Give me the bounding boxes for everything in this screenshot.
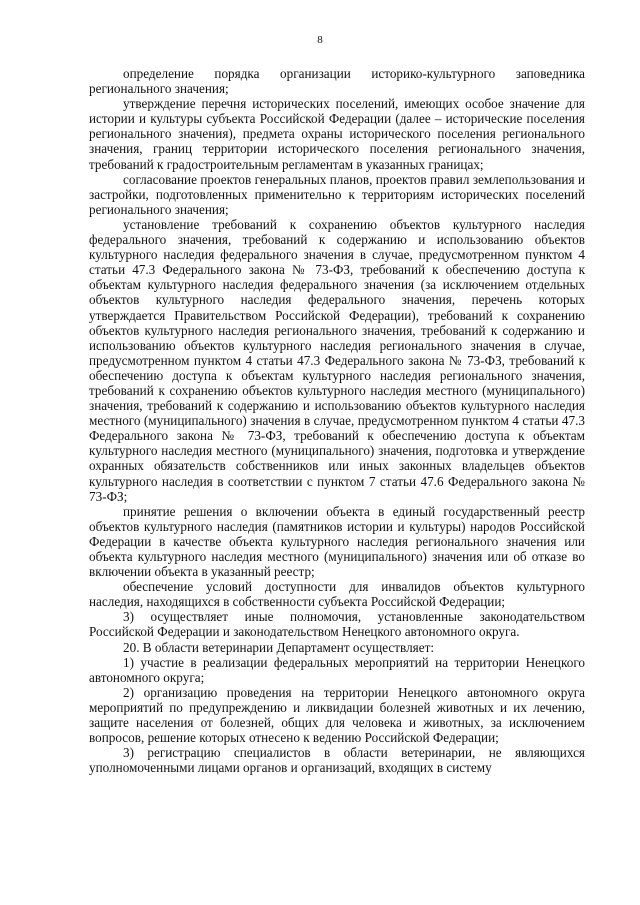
- paragraph: 3) осуществляет иные полномочия, установленные законодательством Российской Федерации и законодательством Ненецкого автономного округа.: [89, 609, 585, 640]
- page-number: 8: [317, 34, 323, 46]
- paragraph: согласование проектов генеральных планов, проектов правил землепользования и застройки, подготовленных применительно к территориям исторических поселений регионального значения;: [89, 171, 585, 217]
- paragraph: 3) регистрацию специалистов в области ветеринарии, не являющихся уполномоченными лицами органов и организаций, входящих в систему: [89, 745, 585, 776]
- paragraph: 2) организацию проведения на территории Ненецкого автономного округа мероприятий по предупреждению и ликвидации болезней животных и их лечению, защите населения от болезней, общих для человека и животных, за исключением вопросов, решение которых отнесено к ведению Российской Федерации;: [89, 684, 585, 746]
- paragraph: 1) участие в реализации федеральных мероприятий на территории Ненецкого автономного округа;: [89, 654, 585, 685]
- paragraph: определение порядка организации историко-культурного заповедника регионального значения;: [89, 66, 585, 97]
- paragraph: обеспечение условий доступности для инвалидов объектов культурного наследия, находящихся в собственности субъекта Российской Федерации;: [89, 579, 585, 610]
- document-body: [89, 66, 585, 775]
- paragraph: 20. В области ветеринарии Департамент осуществляет:: [123, 639, 435, 655]
- paragraph: установление требований к сохранению объектов культурного наследия федерального значения, требований к содержанию и использованию объектов культурного наследия федерального значения в случае, предусмотренном пунктом 4 статьи 47.3 Федерального закона № 73-ФЗ, требований к обеспечению доступа к объектам культурного наследия федерального значения (за исключением отдельных объектов культурного наследия федерального значения, перечень которых утверждается Правительством Российской Федерации), требований к сохранению объектов культурного наследия регионального значения, требований к содержанию и использованию объектов культурного наследия регионального значения в случае, предусмотренном пунктом 4 статьи 47.3 Федерального закона № 73-ФЗ, требований к обеспечению доступа к объектам культурного наследия регионального значения, требований к сохранению объектов культурного наследия местного (муниципального) значения, требований к содержанию и использованию объектов культурного наследия местного (муниципального) значения в случае, предусмотренном пунктом 4 статьи 47.3 Федерального закона № 73-ФЗ, требований к обеспечению доступа к объектам культурного наследия местного (муниципального) значения, подготовка и утверждение охранных обязательств собственников или иных законных владельцев объектов культурного наследия в соответствии с пунктом 7 статьи 47.6 Федерального закона № 73-ФЗ;: [89, 216, 585, 504]
- paragraph: утверждение перечня исторических поселений, имеющих особое значение для истории и культуры субъекта Российской Федерации (далее – исторические поселения регионального значения), предмета охраны исторического поселения регионального значения, границ территории исторического поселения регионального значения, требований к градостроительным регламентам в указанных границах;: [89, 96, 585, 172]
- paragraph: принятие решения о включении объекта в единый государственный реестр объектов культурного наследия (памятников истории и культуры) народов Российской Федерации в качестве объекта культурного наследия регионального значения или объекта культурного наследия местного (муниципального) значения или об отказе во включении объекта в указанный реестр;: [89, 503, 585, 580]
